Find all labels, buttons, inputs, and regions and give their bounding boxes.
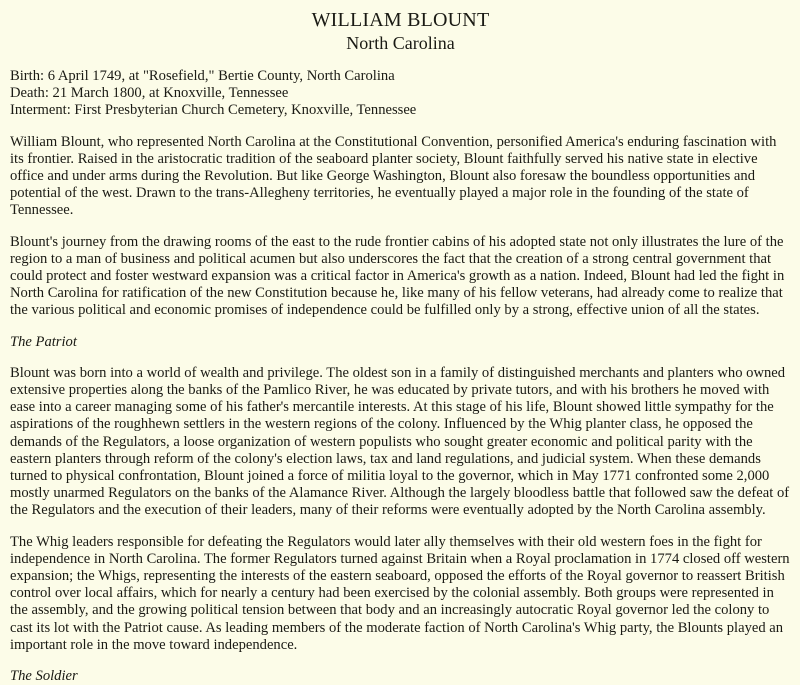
page-subtitle: North Carolina (346, 33, 455, 53)
section-heading-the-soldier: The Soldier (10, 668, 78, 685)
intro-paragraph-1: William Blount, who represented North Carolina at the Constitutional Convention, personified America's enduring fascination with its frontier. Raised in the aristocratic tradition of the seaboard planter society, Blount faithfully served his native state in elective office and under arms during the Revolution. But like George Washington, Blount also foresaw the boundless opportunities and potential of the west. Drawn to the trans-Allegheny territories, he eventually played a major role in the founding of the state of Tennessee. (10, 133, 777, 219)
vital-interment: Interment: First Presbyterian Church Cemetery, Knoxville, Tennessee (10, 102, 417, 119)
vital-statistics-list (10, 68, 791, 120)
section-heading-the-patriot: The Patriot (10, 333, 77, 350)
vital-death: Death: 21 March 1800, at Knoxville, Tennessee (10, 85, 289, 102)
page-title: WILLIAM BLOUNT (311, 9, 490, 31)
patriot-paragraph-2: The Whig leaders responsible for defeating the Regulators would later ally themselves with their old western foes in the fight for independence in North Carolina. The former Regulators turned against Britain when a Royal proclamation in 1774 closed off western expansion; the Whigs, representing the interests of the eastern seaboard, opposed the efforts of the Royal governor to reassert British control over local affairs, which for nearly a century had been exercised by the colonial assembly. Both groups were represented in the assembly, and the growing political tension between that body and an increasingly autocratic Royal governor led the colony to cast its lot with the Patriot cause. As leading members of the moderate faction of North Carolina's Whig party, the Blounts played an important role in the move toward independence. (10, 533, 790, 653)
patriot-paragraph-1: Blount was born into a world of wealth and privilege. The oldest son in a family of distinguished merchants and planters who owned extensive properties along the banks of the Pamlico River, he was educated by private tutors, and with his brothers he moved with ease into a career managing some of his father's mercantile interests. At this stage of his life, Blount showed little sympathy for the aspirations of the roughhewn settlers in the western regions of the colony. Influenced by the Whig planter class, he opposed the demands of the Regulators, a loose organization of western populists who sought greater economic and political parity with the eastern planters through reform of the colony's election laws, tax and land regulations, and judicial system. When these demands turned to physical confrontation, Blount joined a force of militia loyal to the governor, which in May 1771 confronted some 2,000 mostly unarmed Regulators on the banks of the Alamance River. Although the largely bloodless battle that followed saw the defeat of the Regulators and the execution of their leaders, many of their reforms were eventually adopted by the North Carolina assembly. (10, 364, 790, 519)
vital-birth: Birth: 6 April 1749, at "Rosefield," Bertie County, North Carolina (10, 68, 395, 84)
intro-paragraph-2: Blount's journey from the drawing rooms of the east to the rude frontier cabins of his adopted state not only illustrates the lure of the region to a man of business and political acumen but also underscores the fact that the creation of a strong central government that could protect and foster westward expansion was a critical factor in America's growth as a nation. Indeed, Blount had led the fight in North Carolina for ratification of the new Constitution because he, like many of his fellow veterans, had already come to realize that the various political and economic promises of independence could be fulfilled only by a strong, effective union of all the states. (10, 233, 785, 319)
